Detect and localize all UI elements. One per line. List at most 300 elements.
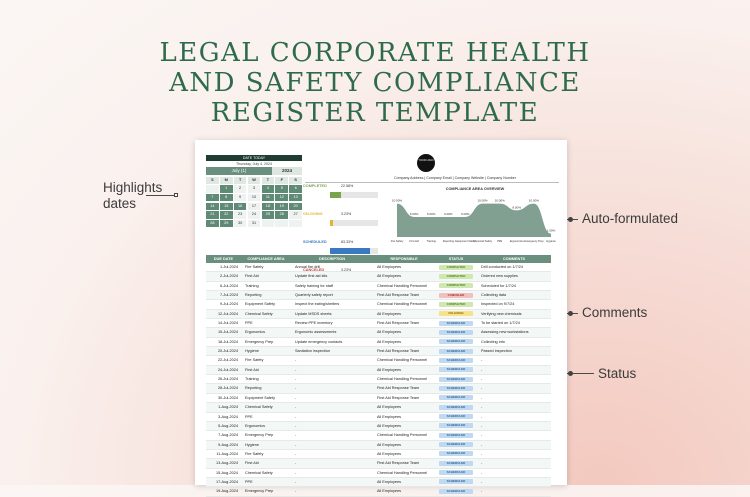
calendar-month[interactable]: July (1)	[206, 167, 272, 175]
status-badge[interactable]: SCHEDULED	[439, 321, 473, 326]
status-summary-row	[303, 184, 377, 212]
status-badge[interactable]: SCHEDULED	[439, 451, 473, 456]
table-cell: Assessing new workstations	[481, 330, 529, 335]
table-cell: PPE	[245, 479, 253, 484]
table-cell: Ergonomics	[245, 330, 266, 335]
table-cell: PPE	[245, 414, 253, 419]
table-header-cell[interactable]: DUE DATE	[213, 257, 234, 261]
status-cell	[435, 384, 477, 392]
status-summary-value: 83.33%	[341, 240, 354, 244]
chart-data-label: 6.00%	[409, 212, 419, 216]
table-row[interactable]	[206, 394, 551, 403]
table-row[interactable]	[206, 469, 551, 478]
table-cell: Safety training for staff	[295, 283, 333, 288]
table-cell: -	[295, 489, 297, 494]
status-cell	[435, 328, 477, 336]
calendar-day[interactable]: 26	[275, 211, 288, 219]
table-cell: 5-Aug-2024	[218, 423, 238, 428]
table-cell: Chemical Handling Personnel	[377, 470, 428, 475]
calendar-weekday: W	[248, 177, 261, 184]
status-badge[interactable]: COMPLETED	[439, 302, 473, 307]
calendar-blank	[262, 220, 275, 228]
table-row[interactable]	[206, 431, 551, 440]
calendar-day[interactable]: 4	[262, 185, 275, 193]
calendar-day[interactable]: 31	[248, 220, 261, 228]
table-cell: PPE	[245, 321, 253, 326]
status-cell	[435, 403, 477, 411]
table-cell: -	[295, 479, 297, 484]
chart-data-label: 8.00%	[512, 205, 522, 210]
calendar-day[interactable]: 7	[206, 194, 219, 202]
table-cell: -	[481, 395, 483, 400]
table-cell: Chemical Handling Personnel	[377, 283, 428, 288]
status-cell	[435, 272, 477, 280]
calendar-day[interactable]: 9	[234, 194, 247, 202]
calendar-day[interactable]: 12	[275, 194, 288, 202]
table-cell: Update first aid kits	[295, 274, 328, 279]
status-summary-bar-fill	[330, 248, 370, 254]
table-header-cell[interactable]: STATUS	[448, 257, 464, 261]
table-row[interactable]	[206, 319, 551, 328]
table-cell: Chemical Handling Personnel	[377, 433, 428, 438]
table-row[interactable]	[206, 459, 551, 468]
status-cell	[435, 469, 477, 477]
status-cell	[435, 375, 477, 383]
table-cell: -	[481, 367, 483, 372]
status-cell	[435, 347, 477, 355]
status-cell	[435, 300, 477, 308]
table-cell: First Aid Response Team	[377, 386, 420, 391]
table-header-cell[interactable]: COMPLIANCE AREA	[247, 257, 285, 261]
status-badge[interactable]: SCHEDULED	[439, 433, 473, 438]
table-cell: Chemical Handling Personnel	[377, 358, 428, 363]
table-cell: -	[481, 414, 483, 419]
status-summary-label: SCHEDULED	[303, 240, 327, 244]
table-row[interactable]	[206, 422, 551, 431]
callout-highlights-line-1: Highlights	[103, 180, 163, 195]
table-cell: 24-Jul-2024	[217, 367, 238, 372]
table-cell: 15-Aug-2024	[216, 470, 238, 475]
status-cell	[435, 431, 477, 439]
table-row[interactable]	[206, 347, 551, 356]
status-badge[interactable]: SCHEDULED	[439, 349, 473, 354]
table-cell: All Employees	[377, 423, 402, 428]
table-cell: -	[295, 414, 297, 419]
chart-data-label: 6.00%	[461, 212, 470, 216]
table-cell: -	[295, 442, 297, 447]
status-badge[interactable]: SCHEDULED	[439, 442, 473, 447]
table-cell: All Employees	[377, 311, 402, 316]
table-row[interactable]	[206, 413, 551, 422]
calendar-day[interactable]: 21	[206, 211, 219, 219]
calendar-day[interactable]: 24	[248, 211, 261, 219]
status-summary-bar-fill	[330, 220, 333, 226]
chart-data-label: 6.00%	[444, 212, 453, 216]
table-cell: All Employees	[377, 479, 402, 484]
chart-area-series	[397, 204, 551, 237]
table-cell: First Aid	[245, 367, 259, 372]
compliance-table	[206, 255, 551, 497]
chart-data-label: 6.00%	[426, 212, 436, 216]
calendar-day[interactable]: 14	[206, 203, 219, 211]
callout-comments: Comments	[582, 305, 648, 320]
table-cell: -	[295, 367, 297, 372]
table-cell: -	[295, 433, 297, 438]
table-cell: 6-Jul-2024	[220, 283, 238, 288]
table-cell: Ergonomic assessments	[295, 330, 337, 335]
table-cell: -	[295, 423, 297, 428]
table-cell: Verifying new chemicals	[481, 311, 522, 316]
calendar-weekday: T	[234, 177, 247, 184]
table-cell: Fire Safety	[245, 358, 264, 363]
table-row[interactable]	[206, 291, 551, 300]
status-summary-bar-fill	[330, 192, 341, 198]
callout-status: Status	[598, 366, 637, 381]
calendar-month-bar	[206, 167, 302, 175]
status-cell	[435, 487, 477, 495]
calendar-day[interactable]: 16	[234, 203, 247, 211]
table-cell: 3-Aug-2024	[218, 414, 238, 419]
callout-auto-marker	[568, 217, 573, 222]
table-cell: 1-Jul-2024	[220, 265, 238, 269]
table-cell: Training	[245, 283, 259, 288]
status-cell	[435, 459, 477, 467]
table-cell: 22-Jul-2024	[217, 358, 238, 363]
status-cell	[435, 356, 477, 364]
table-cell: Chemical Safety	[245, 405, 273, 410]
table-row[interactable]	[206, 441, 551, 450]
table-cell: Chemical Handling Personnel	[377, 377, 428, 382]
table-cell: 18-Jul-2024	[217, 339, 238, 344]
table-cell: All Employees	[377, 330, 402, 335]
calendar-day[interactable]: 29	[220, 220, 233, 228]
callout-auto: Auto-formulated	[582, 211, 679, 226]
status-summary-value: 22.58%	[341, 184, 354, 188]
status-badge[interactable]: SCHEDULED	[439, 479, 473, 484]
table-row[interactable]	[206, 384, 551, 393]
status-cell	[435, 422, 477, 430]
chart-data-label: 10.00%	[477, 198, 488, 203]
table-cell: -	[481, 461, 483, 466]
table-cell: All Employees	[377, 414, 402, 419]
table-row[interactable]	[206, 478, 551, 487]
table-cell: Ordered new supplies	[481, 274, 518, 279]
status-badge[interactable]: CANCELED	[439, 293, 473, 298]
table-cell: -	[481, 405, 483, 410]
calendar-day[interactable]: 13	[289, 194, 302, 202]
table-cell: 12-Jul-2024	[217, 311, 238, 316]
calendar-day[interactable]: 30	[234, 220, 247, 228]
table-cell: Update MSDS sheets	[295, 311, 332, 316]
table-cell: 11-Aug-2024	[216, 451, 238, 456]
chart-category-label: Hygiene	[546, 240, 556, 243]
table-cell: Scheduled for 1/7/24	[481, 283, 517, 288]
chart-title: COMPLIANCE AREA OVERVIEW	[445, 187, 505, 191]
table-cell: First Aid	[245, 461, 259, 466]
calendar-weekdays	[206, 177, 302, 184]
status-cell	[435, 282, 477, 290]
chart-category-label: Emergency Prep	[524, 240, 544, 243]
table-cell: 14-Jul-2024	[217, 321, 238, 326]
title-line-1: LEGAL CORPORATE HEALTH	[159, 38, 591, 68]
calendar	[206, 155, 302, 227]
status-badge[interactable]: COMPLETED	[439, 265, 473, 270]
table-cell: Drill conducted on 1/7/24	[481, 265, 524, 269]
table-row[interactable]	[206, 263, 551, 272]
table-cell: -	[295, 395, 297, 400]
table-row[interactable]	[206, 328, 551, 337]
table-cell: All Employees	[377, 339, 402, 344]
calendar-day[interactable]: 15	[220, 203, 233, 211]
table-cell: 15-Jul-2024	[217, 330, 238, 335]
status-badge[interactable]: SCHEDULED	[439, 386, 473, 391]
status-badge[interactable]: SCHEDULED	[439, 339, 473, 344]
table-cell: -	[295, 358, 297, 363]
table-cell: Hygiene	[245, 349, 259, 354]
table-body	[206, 263, 551, 497]
calendar-day[interactable]: 2	[234, 185, 247, 193]
status-summary-label: COMPLETED	[303, 184, 327, 188]
calendar-day[interactable]: 11	[262, 194, 275, 202]
status-summary-value: 3.23%	[341, 268, 352, 272]
table-cell: -	[295, 461, 297, 466]
table-cell: First Aid	[245, 274, 259, 279]
status-cell	[435, 441, 477, 449]
calendar-day[interactable]: 27	[289, 211, 302, 219]
status-badge[interactable]: SCHEDULED	[439, 414, 473, 419]
table-cell: Reporting	[245, 293, 262, 298]
table-cell: First Aid Response Team	[377, 395, 420, 400]
table-cell: -	[481, 433, 483, 438]
table-row[interactable]	[206, 282, 551, 291]
status-badge[interactable]: SCHEDULED	[439, 395, 473, 400]
table-cell: Inspected on 9/7/24	[481, 302, 515, 307]
status-cell	[435, 366, 477, 374]
status-badge[interactable]: COMPLETED	[439, 274, 473, 279]
table-cell: All Employees	[377, 451, 402, 456]
calendar-day[interactable]: 10	[248, 194, 261, 202]
calendar-weekday: F	[275, 177, 288, 184]
status-badge[interactable]: SCHEDULED	[439, 461, 473, 466]
status-badge[interactable]: COMPLETED	[439, 283, 473, 288]
callout-highlights	[103, 180, 162, 212]
calendar-day[interactable]: 3	[248, 185, 261, 193]
status-summary-row	[303, 212, 377, 240]
table-cell: Reporting	[245, 386, 262, 391]
table-cell: Passed inspection	[481, 349, 512, 354]
company-logo: YOUR LOGO	[417, 154, 435, 172]
calendar-day[interactable]: 17	[248, 203, 261, 211]
calendar-weekday: S	[289, 177, 302, 184]
table-cell: 19-Aug-2024	[216, 489, 238, 494]
table-cell: Fire Safety	[245, 265, 264, 269]
table-cell: Fire Safety	[245, 451, 264, 456]
company-info: Company Address | Company Email | Company Website | Company Number	[394, 176, 516, 180]
status-badge[interactable]: SCHEDULED	[439, 470, 473, 475]
calendar-grid	[206, 185, 302, 227]
calendar-blank	[275, 220, 288, 228]
calendar-day[interactable]: 22	[220, 211, 233, 219]
table-row[interactable]	[206, 310, 551, 319]
status-cell	[435, 263, 477, 271]
table-cell: Quarterly safety report	[295, 293, 333, 298]
table-cell: Equipment Safety	[245, 302, 275, 307]
chart-data-label: 10.00%	[494, 198, 505, 203]
calendar-header: DATE TODAY	[206, 155, 302, 161]
table-cell: -	[481, 479, 483, 484]
chart-data-label: 10.00%	[391, 198, 403, 203]
calendar-day[interactable]: 19	[275, 203, 288, 211]
status-cell	[435, 319, 477, 327]
callout-highlights-marker	[174, 193, 178, 197]
table-cell: -	[481, 489, 483, 494]
status-badge[interactable]: SCHEDULED	[439, 358, 473, 363]
calendar-date-today: Thursday, July 4, 2024	[235, 162, 273, 166]
table-cell: 30-Jul-2024	[217, 395, 238, 400]
table-cell: -	[481, 451, 483, 456]
chart-category-label: Ergonomics	[509, 240, 524, 243]
status-cell	[435, 291, 477, 299]
calendar-blank	[206, 185, 219, 193]
table-header-cell[interactable]: COMMENTS	[502, 257, 526, 261]
table-cell: All Employees	[377, 489, 402, 494]
table-cell: All Employees	[377, 405, 402, 410]
table-cell: Training	[245, 377, 259, 382]
table-row[interactable]	[206, 375, 551, 384]
table-cell: Sanitation inspection	[295, 349, 331, 354]
table-row[interactable]	[206, 300, 551, 309]
table-cell: Hygiene	[245, 442, 259, 447]
chart-category-label: Chemical Safety	[473, 240, 493, 243]
calendar-day[interactable]: 25	[262, 211, 275, 219]
title-line-3: REGISTER TEMPLATE	[210, 98, 540, 128]
table-cell: 2-Jul-2024	[220, 274, 238, 279]
table-cell: 7-Aug-2024	[218, 433, 238, 438]
table-cell: To be started on 1/7/24	[481, 321, 520, 326]
table-cell: First Aid Response Team	[377, 293, 420, 298]
status-badge[interactable]: SCHEDULED	[439, 367, 473, 372]
calendar-day[interactable]: 18	[262, 203, 275, 211]
callout-highlights-line	[146, 195, 176, 196]
status-summary-label: ON-GOING	[303, 212, 323, 216]
table-cell: First Aid Response Team	[377, 461, 420, 466]
table-cell: 1-Aug-2024	[218, 405, 238, 410]
calendar-weekday: T	[262, 177, 275, 184]
table-cell: Ergonomics	[245, 423, 266, 428]
table-row[interactable]	[206, 450, 551, 459]
table-cell: All Employees	[377, 274, 402, 279]
table-cell: -	[295, 451, 297, 456]
table-cell: 20-Jul-2024	[217, 349, 238, 354]
status-badge[interactable]: SCHEDULED	[439, 405, 473, 410]
table-cell: Chemical Handling Personnel	[377, 302, 428, 307]
status-cell	[435, 413, 477, 421]
table-cell: Collecting info	[481, 339, 505, 344]
table-cell: 26-Jul-2024	[217, 377, 238, 382]
calendar-day[interactable]: 5	[275, 185, 288, 193]
calendar-day[interactable]: 20	[289, 203, 302, 211]
table-cell: -	[295, 377, 297, 382]
table-cell: -	[481, 358, 483, 363]
callout-comments-marker	[568, 311, 573, 316]
status-badge[interactable]: SCHEDULED	[439, 330, 473, 335]
calendar-day[interactable]: 23	[234, 211, 247, 219]
table-row[interactable]	[206, 403, 551, 412]
chart-data-label: 10.00%	[528, 198, 539, 203]
table-cell: Emergency Prep	[245, 489, 274, 494]
table-cell: All Employees	[377, 265, 402, 269]
page-title	[0, 38, 750, 128]
table-cell: -	[295, 386, 297, 391]
table-cell: 13-Aug-2024	[216, 461, 238, 466]
table-cell: Equipment Safety	[245, 395, 275, 400]
table-cell: Review PPE inventory	[295, 321, 333, 326]
callout-status-marker	[568, 371, 573, 376]
status-summary-bar	[330, 248, 378, 254]
calendar-weekday: S	[206, 177, 219, 184]
header-divider	[305, 182, 559, 183]
calendar-day[interactable]: 1	[220, 185, 233, 193]
table-cell: -	[295, 405, 297, 410]
table-header-cell[interactable]: RESPONSIBLE	[390, 257, 418, 261]
table-row[interactable]	[206, 487, 551, 496]
table-cell: Collecting data	[481, 293, 507, 298]
calendar-day[interactable]: 28	[206, 220, 219, 228]
table-cell: Update emergency contacts	[295, 339, 343, 344]
table-cell: Chemical Safety	[245, 311, 273, 316]
table-row[interactable]	[206, 272, 551, 281]
table-cell: -	[481, 470, 483, 475]
status-badge[interactable]: ON-GOING	[439, 311, 473, 316]
calendar-weekday: M	[220, 177, 233, 184]
table-row[interactable]	[206, 366, 551, 375]
status-summary-bar	[330, 220, 378, 226]
status-cell	[435, 450, 477, 458]
table-cell: 17-Aug-2024	[216, 479, 238, 484]
calendar-day[interactable]: 6	[289, 185, 302, 193]
chart-category-label: Training	[426, 240, 436, 243]
status-badge[interactable]: SCHEDULED	[439, 377, 473, 382]
table-cell: Emergency Prep	[245, 433, 274, 438]
table-row[interactable]	[206, 356, 551, 365]
status-cell	[435, 394, 477, 402]
table-cell: Annual fire drill	[295, 265, 321, 269]
chart-category-label: Fire Safety	[390, 240, 404, 243]
table-cell: -	[481, 442, 483, 447]
status-cell	[435, 478, 477, 486]
compliance-area-chart	[391, 185, 559, 250]
table-row[interactable]	[206, 338, 551, 347]
table-cell: -	[481, 386, 483, 391]
chart-category-label: PPE	[497, 240, 503, 243]
status-badge[interactable]: SCHEDULED	[439, 423, 473, 428]
chart-category-label: First Aid	[409, 240, 419, 243]
chart-category-label: Reporting	[442, 240, 454, 243]
calendar-day[interactable]: 8	[220, 194, 233, 202]
chart-data-label: 1.00%	[546, 228, 556, 233]
table-cell: -	[481, 423, 483, 428]
table-cell: Chemical Safety	[245, 470, 273, 475]
table-cell: First Aid Response Team	[377, 349, 420, 354]
table-header-cell[interactable]: DESCRIPTION	[319, 257, 345, 261]
calendar-year[interactable]: 2024	[272, 167, 302, 175]
chart-category-label: Equipment Safety	[455, 240, 476, 243]
status-summary-value: 3.23%	[341, 212, 352, 216]
calendar-blank	[289, 220, 302, 228]
callout-highlights-line-2: dates	[103, 196, 137, 211]
table-header	[206, 255, 551, 263]
status-badge[interactable]: SCHEDULED	[439, 489, 473, 494]
